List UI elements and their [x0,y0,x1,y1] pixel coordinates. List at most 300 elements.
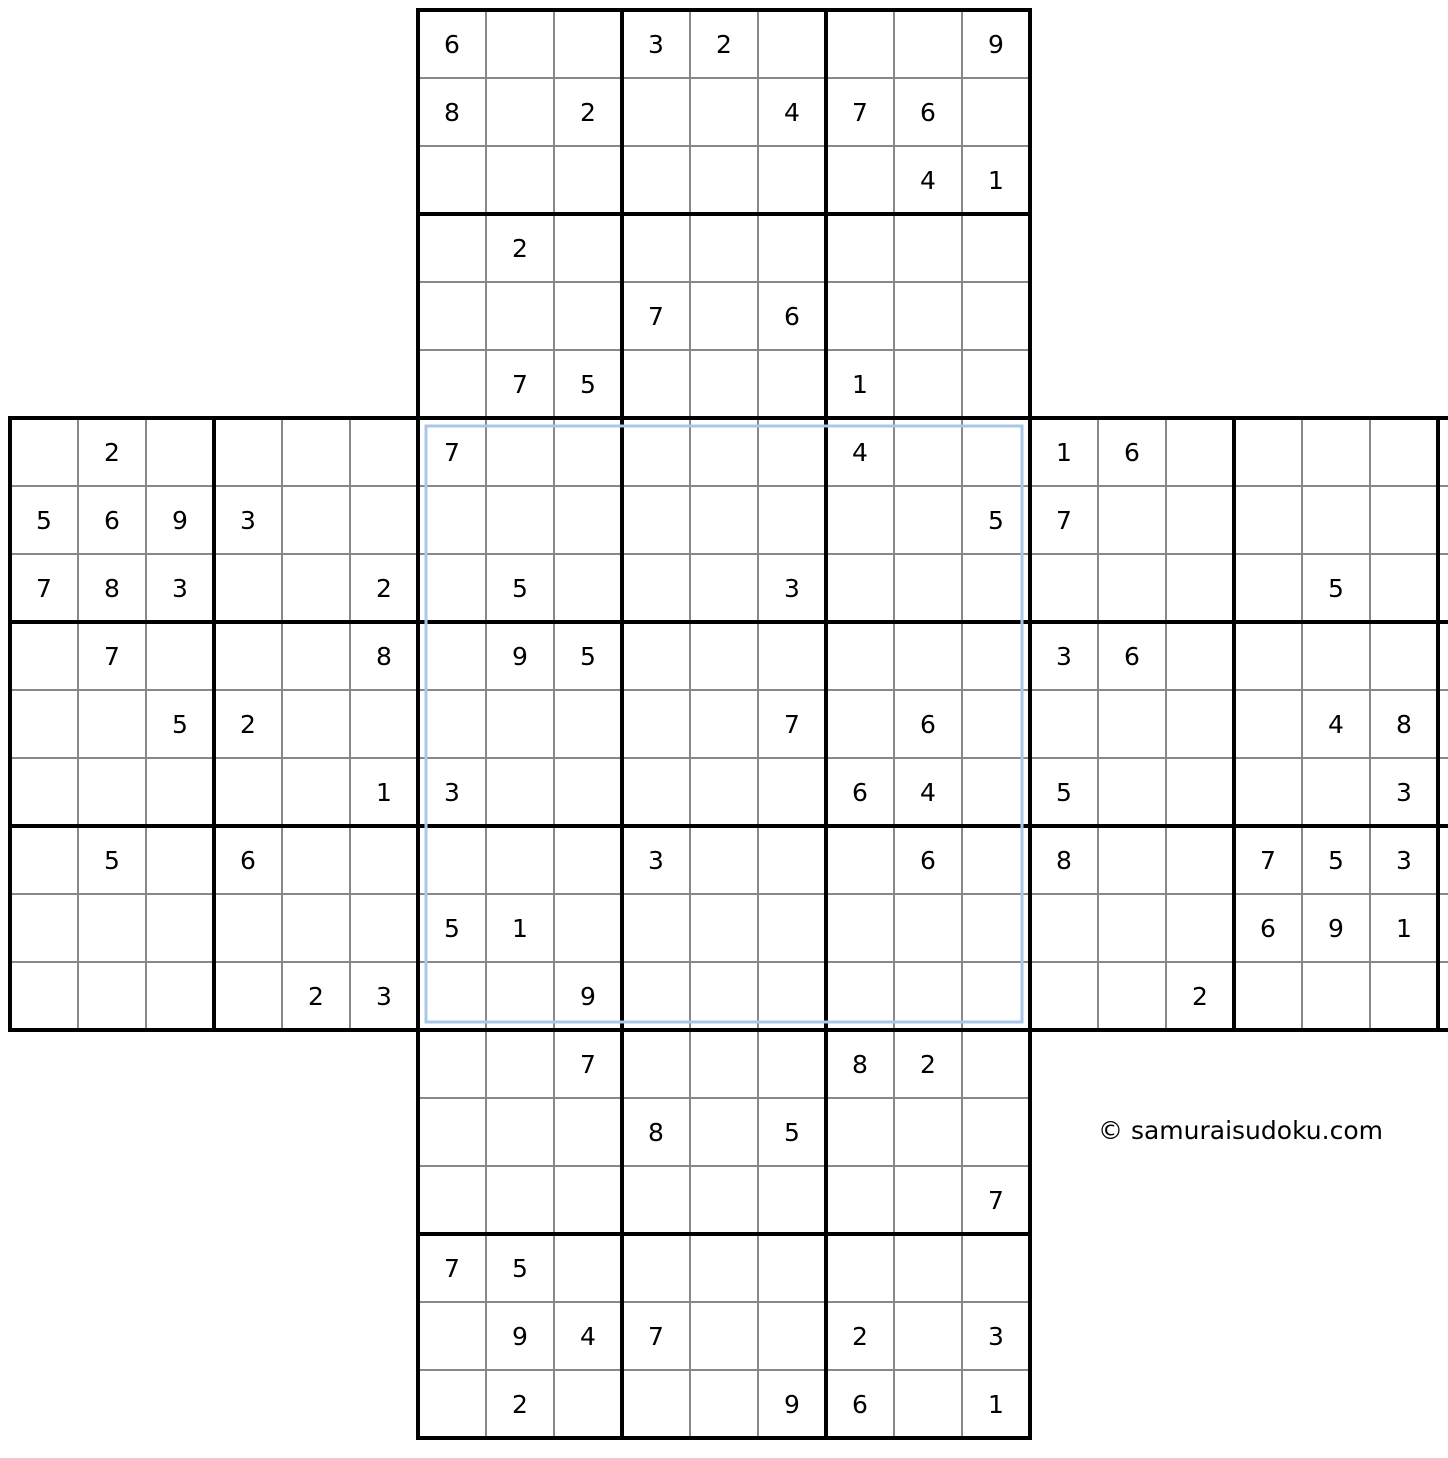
empty-cell[interactable] [622,1030,690,1098]
empty-cell[interactable] [758,1030,826,1098]
given-cell [1098,418,1166,486]
empty-cell[interactable] [758,962,826,1030]
empty-cell[interactable] [894,1302,962,1370]
cell-background [486,78,554,146]
cell-background [690,146,758,214]
empty-cell[interactable] [10,894,78,962]
given-cell [758,1370,826,1438]
cell-background [146,894,214,962]
cell-background [758,826,826,894]
cell-background [962,282,1030,350]
site-credit: © samuraisudoku.com [1098,1116,1383,1145]
empty-cell[interactable] [758,622,826,690]
empty-cell[interactable] [690,418,758,486]
empty-cell[interactable] [214,418,282,486]
empty-cell[interactable] [894,1166,962,1234]
empty-cell[interactable] [1370,486,1438,554]
empty-cell[interactable] [418,146,486,214]
cell-background [690,622,758,690]
cell-digit: 3 [376,982,392,1011]
empty-cell[interactable] [1234,554,1302,622]
empty-cell[interactable] [554,1098,622,1166]
empty-cell[interactable] [1370,622,1438,690]
cell-background [1370,962,1438,1030]
cell-digit: 2 [920,1050,936,1079]
given-cell [826,1030,894,1098]
empty-cell[interactable] [826,214,894,282]
empty-cell[interactable] [622,1370,690,1438]
empty-cell[interactable] [622,78,690,146]
given-cell [486,214,554,282]
cell-background [758,350,826,418]
empty-cell[interactable] [690,1370,758,1438]
empty-cell[interactable] [894,1370,962,1438]
cell-background [1166,690,1234,758]
empty-cell[interactable] [554,146,622,214]
empty-cell[interactable] [690,1098,758,1166]
empty-cell[interactable] [826,282,894,350]
empty-cell[interactable] [826,146,894,214]
empty-cell[interactable] [10,690,78,758]
empty-cell[interactable] [690,486,758,554]
empty-cell[interactable] [418,486,486,554]
empty-cell[interactable] [894,418,962,486]
empty-cell[interactable] [214,894,282,962]
empty-cell[interactable] [962,78,1030,146]
cell-background [622,1234,690,1302]
empty-cell[interactable] [826,894,894,962]
empty-cell[interactable] [758,350,826,418]
empty-cell[interactable] [486,758,554,826]
empty-cell[interactable] [486,146,554,214]
given-cell [622,826,690,894]
empty-cell[interactable] [418,554,486,622]
empty-cell[interactable] [1302,418,1370,486]
empty-cell[interactable] [622,554,690,622]
empty-cell[interactable] [758,10,826,78]
cell-digit: 1 [988,166,1004,195]
cell-digit: 2 [240,710,256,739]
cell-background [350,894,418,962]
empty-cell[interactable] [758,1166,826,1234]
empty-cell[interactable] [1166,486,1234,554]
empty-cell[interactable] [146,826,214,894]
empty-cell[interactable] [894,554,962,622]
cell-background [690,486,758,554]
empty-cell[interactable] [78,758,146,826]
cell-background [554,146,622,214]
empty-cell[interactable] [622,214,690,282]
given-cell [894,758,962,826]
empty-cell[interactable] [690,1166,758,1234]
cell-digit: 6 [444,30,460,59]
cell-background [622,622,690,690]
empty-cell[interactable] [350,418,418,486]
empty-cell[interactable] [486,486,554,554]
empty-cell[interactable] [1098,758,1166,826]
empty-cell[interactable] [554,690,622,758]
cell-background [826,282,894,350]
empty-cell[interactable] [1234,690,1302,758]
empty-cell[interactable] [962,1030,1030,1098]
empty-cell[interactable] [758,758,826,826]
empty-cell[interactable] [758,1234,826,1302]
given-cell [1370,758,1438,826]
empty-cell[interactable] [350,690,418,758]
given-cell [1234,826,1302,894]
empty-cell[interactable] [962,758,1030,826]
cell-background [146,826,214,894]
empty-cell[interactable] [1302,758,1370,826]
empty-cell[interactable] [894,1098,962,1166]
cell-background [962,78,1030,146]
empty-cell[interactable] [690,894,758,962]
empty-cell[interactable] [622,1234,690,1302]
empty-cell[interactable] [962,1234,1030,1302]
cell-digit: 4 [1328,710,1344,739]
empty-cell[interactable] [146,894,214,962]
given-cell [1302,894,1370,962]
empty-cell[interactable] [962,826,1030,894]
empty-cell[interactable] [826,486,894,554]
empty-cell[interactable] [554,1370,622,1438]
empty-cell[interactable] [758,1302,826,1370]
empty-cell[interactable] [826,962,894,1030]
empty-cell[interactable] [758,146,826,214]
empty-cell[interactable] [10,962,78,1030]
empty-cell[interactable] [690,826,758,894]
empty-cell[interactable] [418,1370,486,1438]
empty-cell[interactable] [690,350,758,418]
empty-cell[interactable] [1166,894,1234,962]
empty-cell[interactable] [146,758,214,826]
given-cell [78,418,146,486]
empty-cell[interactable] [282,622,350,690]
empty-cell[interactable] [1234,962,1302,1030]
empty-cell[interactable] [1166,418,1234,486]
empty-cell[interactable] [1166,554,1234,622]
empty-cell[interactable] [486,10,554,78]
cell-background [1370,622,1438,690]
cell-background [894,622,962,690]
empty-cell[interactable] [418,1030,486,1098]
empty-cell[interactable] [554,486,622,554]
empty-cell[interactable] [894,1234,962,1302]
cell-background [758,146,826,214]
cell-digit: 9 [580,982,596,1011]
given-cell [622,10,690,78]
empty-cell[interactable] [690,690,758,758]
empty-cell[interactable] [690,758,758,826]
empty-cell[interactable] [622,146,690,214]
cell-background [622,1030,690,1098]
empty-cell[interactable] [826,10,894,78]
empty-cell[interactable] [554,282,622,350]
empty-cell[interactable] [1098,826,1166,894]
empty-cell[interactable] [486,690,554,758]
empty-cell[interactable] [758,486,826,554]
given-cell [758,1098,826,1166]
empty-cell[interactable] [690,282,758,350]
empty-cell[interactable] [622,418,690,486]
empty-cell[interactable] [1030,894,1098,962]
empty-cell[interactable] [962,1098,1030,1166]
empty-cell[interactable] [1098,962,1166,1030]
empty-cell[interactable] [78,690,146,758]
empty-cell[interactable] [894,962,962,1030]
empty-cell[interactable] [554,10,622,78]
empty-cell[interactable] [826,1166,894,1234]
empty-cell[interactable] [826,622,894,690]
empty-cell[interactable] [486,1030,554,1098]
empty-cell[interactable] [1098,690,1166,758]
empty-cell[interactable] [962,962,1030,1030]
empty-cell[interactable] [214,962,282,1030]
cell-digit: 6 [104,506,120,535]
cell-background [10,758,78,826]
empty-cell[interactable] [214,758,282,826]
empty-cell[interactable] [214,554,282,622]
empty-cell[interactable] [486,1166,554,1234]
empty-cell[interactable] [418,622,486,690]
empty-cell[interactable] [282,690,350,758]
empty-cell[interactable] [282,418,350,486]
empty-cell[interactable] [282,894,350,962]
empty-cell[interactable] [146,622,214,690]
empty-cell[interactable] [758,894,826,962]
given-cell [418,894,486,962]
empty-cell[interactable] [962,894,1030,962]
empty-cell[interactable] [690,78,758,146]
empty-cell[interactable] [894,214,962,282]
empty-cell[interactable] [554,758,622,826]
cell-background [962,350,1030,418]
empty-cell[interactable] [962,554,1030,622]
cell-background [1030,554,1098,622]
empty-cell[interactable] [962,622,1030,690]
empty-cell[interactable] [554,214,622,282]
empty-cell[interactable] [622,894,690,962]
cell-background [10,962,78,1030]
empty-cell[interactable] [78,962,146,1030]
empty-cell[interactable] [1098,894,1166,962]
empty-cell[interactable] [1234,486,1302,554]
cell-digit: 6 [920,846,936,875]
empty-cell[interactable] [690,146,758,214]
cell-background [146,418,214,486]
empty-cell[interactable] [1166,690,1234,758]
given-cell [350,554,418,622]
empty-cell[interactable] [554,1234,622,1302]
empty-cell[interactable] [10,758,78,826]
empty-cell[interactable] [962,350,1030,418]
empty-cell[interactable] [1166,826,1234,894]
empty-cell[interactable] [1302,622,1370,690]
empty-cell[interactable] [826,1234,894,1302]
cell-background [486,1166,554,1234]
given-cell [1030,486,1098,554]
empty-cell[interactable] [1302,962,1370,1030]
empty-cell[interactable] [690,554,758,622]
empty-cell[interactable] [826,554,894,622]
empty-cell[interactable] [622,622,690,690]
empty-cell[interactable] [894,10,962,78]
empty-cell[interactable] [146,418,214,486]
cell-digit: 8 [648,1118,664,1147]
empty-cell[interactable] [962,690,1030,758]
empty-cell[interactable] [1098,554,1166,622]
empty-cell[interactable] [10,826,78,894]
empty-cell[interactable] [962,418,1030,486]
empty-cell[interactable] [690,962,758,1030]
empty-cell[interactable] [622,486,690,554]
empty-cell[interactable] [554,894,622,962]
cell-background [962,214,1030,282]
empty-cell[interactable] [350,826,418,894]
empty-cell[interactable] [758,418,826,486]
empty-cell[interactable] [622,962,690,1030]
empty-cell[interactable] [418,214,486,282]
empty-cell[interactable] [894,894,962,962]
empty-cell[interactable] [962,282,1030,350]
empty-cell[interactable] [826,1098,894,1166]
empty-cell[interactable] [894,622,962,690]
empty-cell[interactable] [690,1234,758,1302]
empty-cell[interactable] [894,282,962,350]
empty-cell[interactable] [554,418,622,486]
cell-digit: 7 [852,98,868,127]
cell-background [486,418,554,486]
empty-cell[interactable] [894,486,962,554]
empty-cell[interactable] [690,1030,758,1098]
cell-background [1030,894,1098,962]
empty-cell[interactable] [690,1302,758,1370]
cell-background [1098,758,1166,826]
empty-cell[interactable] [690,214,758,282]
given-cell [894,1030,962,1098]
given-cell [894,826,962,894]
empty-cell[interactable] [486,826,554,894]
empty-cell[interactable] [554,826,622,894]
empty-cell[interactable] [418,350,486,418]
empty-cell[interactable] [1370,418,1438,486]
cell-background [826,486,894,554]
cell-background [962,1098,1030,1166]
empty-cell[interactable] [622,690,690,758]
empty-cell[interactable] [622,758,690,826]
empty-cell[interactable] [282,758,350,826]
empty-cell[interactable] [690,622,758,690]
cell-background [894,1302,962,1370]
empty-cell[interactable] [1234,758,1302,826]
empty-cell[interactable] [486,418,554,486]
cell-digit: 5 [104,846,120,875]
empty-cell[interactable] [826,826,894,894]
empty-cell[interactable] [758,826,826,894]
cell-background [418,1302,486,1370]
empty-cell[interactable] [282,554,350,622]
given-cell [894,146,962,214]
empty-cell[interactable] [350,486,418,554]
empty-cell[interactable] [894,350,962,418]
cell-background [1166,894,1234,962]
empty-cell[interactable] [554,554,622,622]
cell-digit: 6 [852,1390,868,1419]
cell-background [554,282,622,350]
cell-digit: 7 [1056,506,1072,535]
cell-background [418,282,486,350]
empty-cell[interactable] [554,1166,622,1234]
cell-background [894,1098,962,1166]
cell-background [282,758,350,826]
empty-cell[interactable] [10,418,78,486]
empty-cell[interactable] [418,690,486,758]
cell-digit: 9 [512,642,528,671]
empty-cell[interactable] [1370,962,1438,1030]
empty-cell[interactable] [1098,486,1166,554]
cell-digit: 9 [784,1390,800,1419]
empty-cell[interactable] [1030,962,1098,1030]
cell-background [826,10,894,78]
cell-background [486,10,554,78]
empty-cell[interactable] [486,962,554,1030]
empty-cell[interactable] [1234,622,1302,690]
empty-cell[interactable] [350,894,418,962]
empty-cell[interactable] [418,962,486,1030]
empty-cell[interactable] [1302,486,1370,554]
empty-cell[interactable] [418,282,486,350]
empty-cell[interactable] [486,1098,554,1166]
cell-background [1098,554,1166,622]
empty-cell[interactable] [1030,554,1098,622]
empty-cell[interactable] [758,214,826,282]
cell-background [554,690,622,758]
cell-background [962,826,1030,894]
given-cell [554,622,622,690]
cell-background [758,1302,826,1370]
empty-cell[interactable] [282,826,350,894]
empty-cell[interactable] [1166,622,1234,690]
empty-cell[interactable] [418,1098,486,1166]
empty-cell[interactable] [78,894,146,962]
empty-cell[interactable] [622,350,690,418]
empty-cell[interactable] [418,1302,486,1370]
cell-digit: 3 [1056,642,1072,671]
empty-cell[interactable] [1030,690,1098,758]
empty-cell[interactable] [146,962,214,1030]
empty-cell[interactable] [1166,758,1234,826]
empty-cell[interactable] [486,282,554,350]
given-cell [486,622,554,690]
empty-cell[interactable] [1370,554,1438,622]
empty-cell[interactable] [622,1166,690,1234]
empty-cell[interactable] [962,214,1030,282]
empty-cell[interactable] [1234,418,1302,486]
cell-background [962,962,1030,1030]
given-cell [962,146,1030,214]
empty-cell[interactable] [418,826,486,894]
cell-background [758,894,826,962]
empty-cell[interactable] [10,622,78,690]
cell-background [758,962,826,1030]
empty-cell[interactable] [214,622,282,690]
cell-digit: 3 [784,574,800,603]
empty-cell[interactable] [826,690,894,758]
cell-digit: 7 [648,302,664,331]
empty-cell[interactable] [418,1166,486,1234]
empty-cell[interactable] [486,78,554,146]
empty-cell[interactable] [282,486,350,554]
